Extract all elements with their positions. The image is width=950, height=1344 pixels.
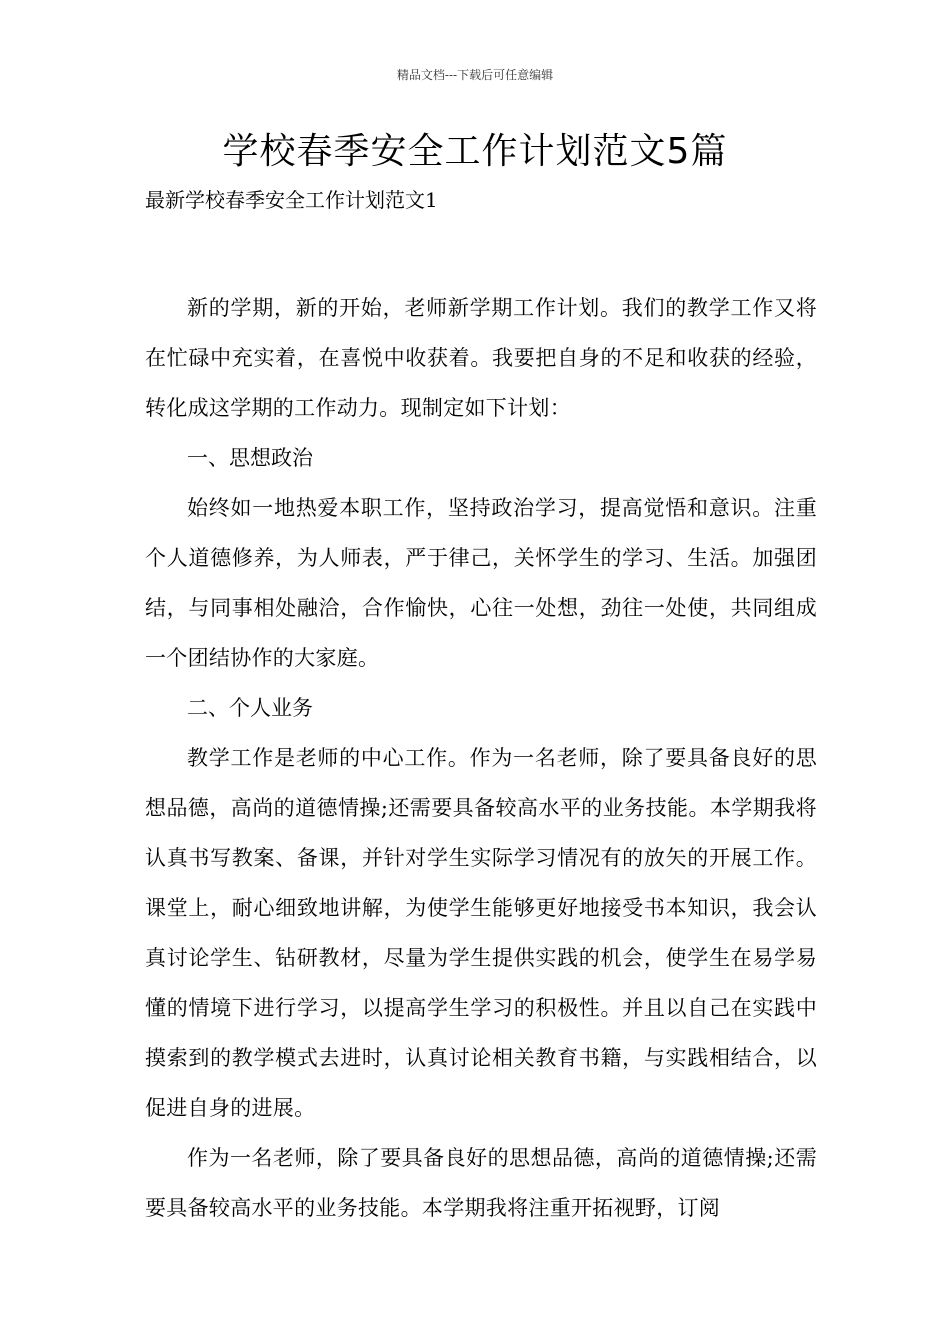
- document-body: [145, 283, 817, 1233]
- heading-personal-work: 二、个人业务: [187, 696, 313, 720]
- heading-ideology: 一、思想政治: [187, 446, 313, 470]
- document-title: 学校春季安全工作计划范文5篇: [222, 131, 728, 172]
- header-note: 精品文档---下载后可任意编辑: [396, 68, 554, 82]
- paragraph-teaching: 教学工作是老师的中心工作。作为一名老师，除了要具备良好的思想品德，高尚的道德情操;还需要具备较高水平的业务技能。本学期我将认真书写教案、备课，并针对学生实际学习情况有的放矢的开展工作。课堂上，耐心细致地讲解，为使学生能够更好地接受书本知识，我会认真讨论学生、钻研教材，尽量为学生提供实践的机会，使学生在易学易懂的情境下进行学习，以提高学生学习的积极性。并且以自己在实践中摸索到的教学模式去进时，认真讨论相关教育书籍，与实践相结合，以促进自身的进展。: [145, 746, 817, 1120]
- paragraph-ideology: 始终如一地热爱本职工作，坚持政治学习，提高觉悟和意识。注重个人道德修养，为人师表，严于律己，关怀学生的学习、生活。加强团结，与同事相处融洽，合作愉快，心往一处想，劲往一处使，共同组成一个团结协作的大家庭。: [145, 496, 817, 670]
- section-subtitle: 最新学校春季安全工作计划范文1: [145, 188, 438, 212]
- paragraph-skills: 作为一名老师，除了要具备良好的思想品德，高尚的道德情操;还需要具备较高水平的业务技能。本学期我将注重开拓视野，订阅: [145, 1146, 817, 1220]
- paragraph-intro: 新的学期，新的开始，老师新学期工作计划。我们的教学工作又将在忙碌中充实着，在喜悦中收获着。我要把自身的不足和收获的经验，转化成这学期的工作动力。现制定如下计划：: [145, 296, 817, 420]
